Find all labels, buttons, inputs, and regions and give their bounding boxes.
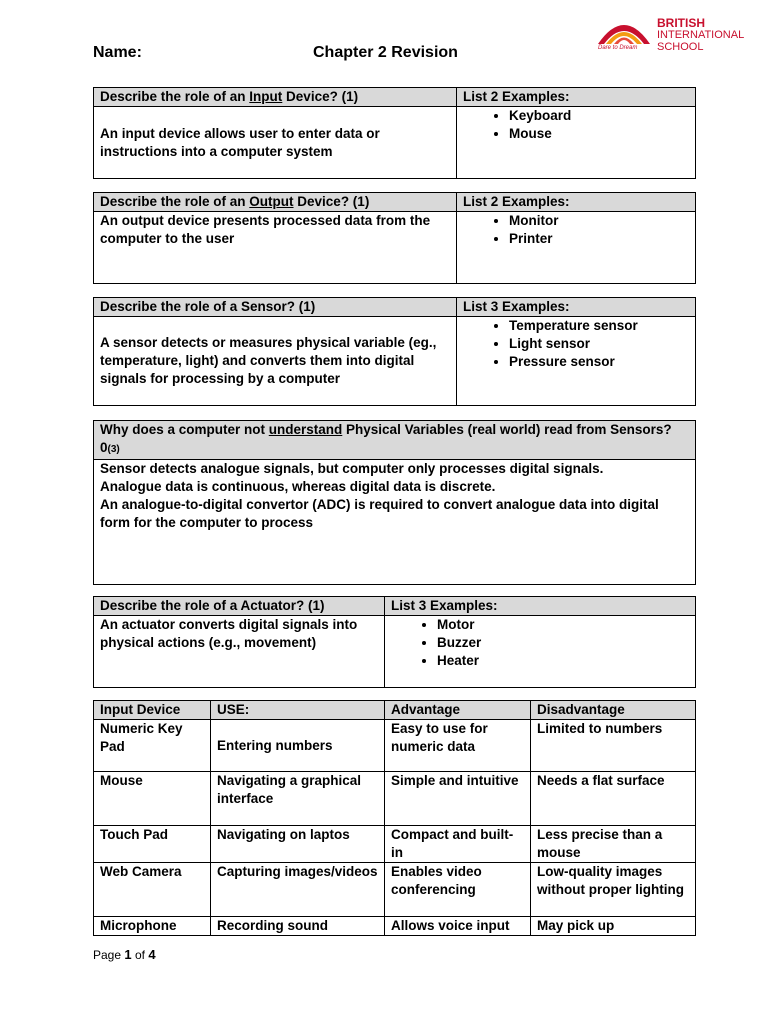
page-number: Page 1 of 4 <box>93 947 156 962</box>
output-device-question: Describe the role of an Output Device? (1) <box>94 193 457 212</box>
table-row <box>94 772 696 826</box>
input-device-answer: An input device allows user to enter data or instructions into a computer system <box>94 107 457 179</box>
table-cell: May pick up <box>531 917 696 936</box>
list-item: • Keyboard <box>509 107 689 125</box>
table-row <box>94 826 696 863</box>
table-cell: Allows voice input <box>385 917 531 936</box>
list-item: • Printer <box>509 230 689 248</box>
table-cell: Less precise than a mouse <box>531 826 696 863</box>
input-devices-table <box>93 700 696 936</box>
page-title: Chapter 2 Revision <box>313 44 458 61</box>
physical-variables-question: Why does a computer not understand Physical Variables (real world) read from Sensors? 0(3) <box>94 421 696 460</box>
list-item: • Pressure sensor <box>509 353 689 371</box>
column-header: Advantage <box>385 701 531 720</box>
actuator-question: Describe the role of a Actuator? (1) <box>94 597 385 616</box>
actuator-examples-cell <box>385 616 696 688</box>
sensor-question: Describe the role of a Sensor? (1) <box>94 298 457 317</box>
answer-line: Analogue data is continuous, whereas digital data is discrete. <box>100 479 496 494</box>
logo-tagline: Dare to Dream <box>598 45 638 51</box>
table-cell: Compact and built-in <box>385 826 531 863</box>
column-header: USE: <box>211 701 385 720</box>
table-cell: Navigating a graphical interface <box>211 772 385 826</box>
table-cell: Limited to numbers <box>531 720 696 772</box>
table-cell: Capturing images/videos <box>211 863 385 917</box>
sensor-examples-label: List 3 Examples: <box>457 298 696 317</box>
table-cell: Simple and intuitive <box>385 772 531 826</box>
table-row <box>94 720 696 772</box>
output-device-answer: An output device presents processed data from the computer to the user <box>94 212 457 284</box>
sensor-table <box>93 297 696 406</box>
table-cell: Easy to use for numeric data <box>385 720 531 772</box>
sensor-examples-cell <box>457 317 696 406</box>
column-header: Input Device <box>94 701 211 720</box>
sensor-answer: A sensor detects or measures physical variable (eg., temperature, light) and converts them into digital signals for processing by a computer <box>94 317 457 406</box>
output-device-table <box>93 192 696 284</box>
answer-line: Sensor detects analogue signals, but computer only processes digital signals. <box>100 461 604 476</box>
input-device-table <box>93 87 696 179</box>
actuator-table <box>93 596 696 688</box>
list-item: • Monitor <box>509 212 689 230</box>
list-item: • Buzzer <box>437 634 689 652</box>
list-item: • Temperature sensor <box>509 317 689 335</box>
logo-line-3: SCHOOL <box>657 41 704 53</box>
table-row <box>94 863 696 917</box>
input-device-question: Describe the role of an Input Device? (1) <box>94 88 457 107</box>
list-item: • Motor <box>437 616 689 634</box>
column-header: Disadvantage <box>531 701 696 720</box>
table-cell: Enables video conferencing <box>385 863 531 917</box>
table-cell: Entering numbers <box>211 720 385 772</box>
logo-line-1: BRITISH <box>657 16 705 30</box>
table-cell: Navigating on laptos <box>211 826 385 863</box>
list-item: • Light sensor <box>509 335 689 353</box>
name-label: Name: <box>93 44 142 61</box>
actuator-answer: An actuator converts digital signals into physical actions (e.g., movement) <box>94 616 385 688</box>
output-examples-cell <box>457 212 696 284</box>
table-row <box>94 917 696 936</box>
table-cell: Recording sound <box>211 917 385 936</box>
answer-line: An analogue-to-digital convertor (ADC) is required to convert analogue data into digital form for the computer to process <box>100 497 659 530</box>
list-item: • Mouse <box>509 125 689 143</box>
physical-variables-answer <box>94 460 696 585</box>
list-item: • Heater <box>437 652 689 670</box>
table-cell: Touch Pad <box>94 826 211 863</box>
output-examples-label: List 2 Examples: <box>457 193 696 212</box>
table-cell: Web Camera <box>94 863 211 917</box>
table-header-row <box>94 701 696 720</box>
actuator-examples-label: List 3 Examples: <box>385 597 696 616</box>
arch-logo-icon <box>594 12 654 46</box>
table-cell: Needs a flat surface <box>531 772 696 826</box>
table-cell: Numeric Key Pad <box>94 720 211 772</box>
school-logo <box>592 12 752 58</box>
table-cell: Microphone <box>94 917 211 936</box>
physical-variables-table <box>93 420 696 585</box>
logo-wordmark <box>657 17 744 53</box>
table-cell: Mouse <box>94 772 211 826</box>
input-examples-cell <box>457 107 696 179</box>
logo-line-2: INTERNATIONAL <box>657 29 745 41</box>
table-cell: Low-quality images without proper lighting <box>531 863 696 917</box>
input-examples-label: List 2 Examples: <box>457 88 696 107</box>
